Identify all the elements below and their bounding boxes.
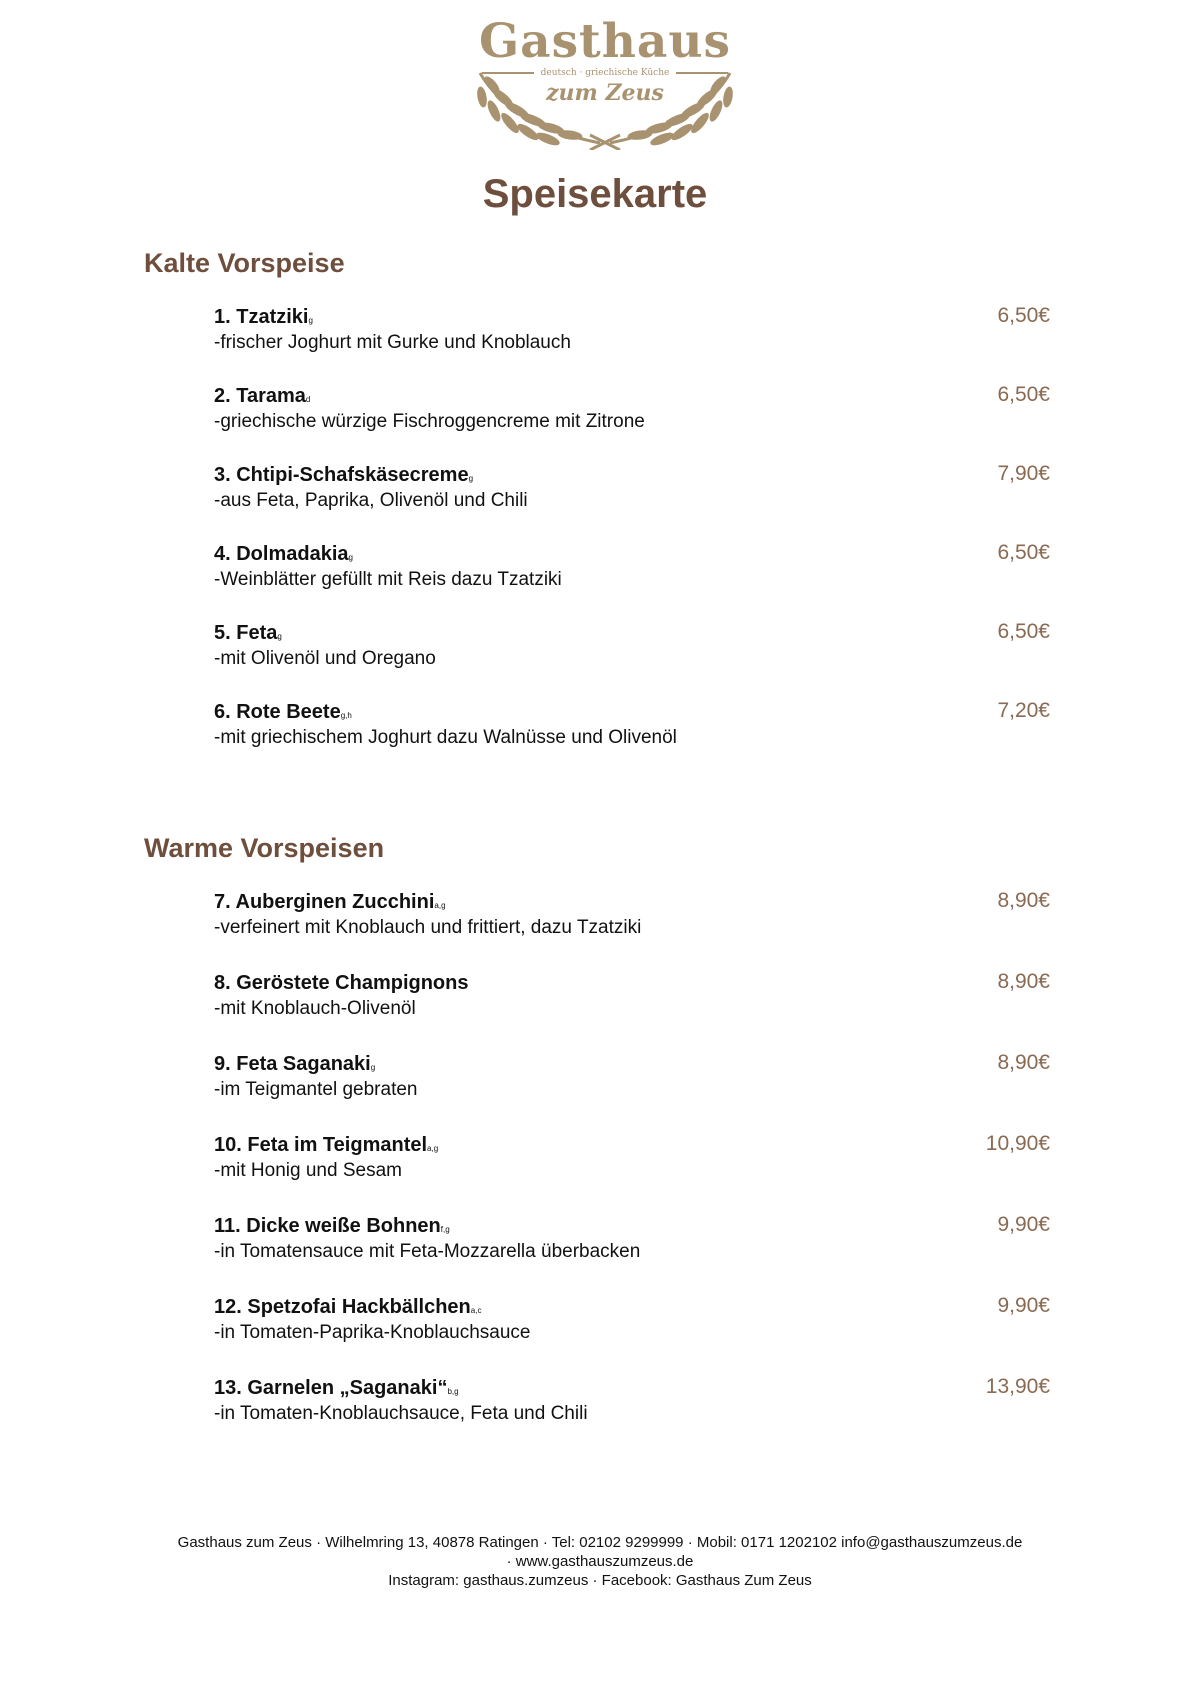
menu-item-title: 12. Spetzofai Hackbällchen (214, 1296, 471, 1318)
menu-item-allergens: g,h (340, 711, 352, 720)
menu-item (214, 1377, 1050, 1437)
menu-item-description: -in Tomaten-Paprika-Knoblauchsauce (214, 1322, 531, 1343)
menu-item-name (214, 622, 282, 645)
menu-item-name (214, 1377, 459, 1400)
menu-item (214, 972, 1050, 1032)
menu-item-name (214, 1215, 450, 1238)
menu-item-name (214, 972, 469, 995)
logo (470, 10, 740, 145)
menu-item-price: 13,90€ (985, 1375, 1050, 1398)
menu-item (214, 1134, 1050, 1194)
menu-item-price: 10,90€ (985, 1132, 1050, 1155)
menu-item-description: -mit Knoblauch-Olivenöl (214, 998, 416, 1019)
section-warme-vorspeisen (144, 833, 1064, 1424)
menu-item-price: 7,20€ (997, 699, 1050, 722)
menu-item-description: -aus Feta, Paprika, Olivenöl und Chili (214, 490, 528, 511)
menu-item-price: 8,90€ (997, 889, 1050, 912)
menu-item-description: -mit Olivenöl und Oregano (214, 648, 436, 669)
menu-item (214, 1053, 1050, 1113)
menu-item-name (214, 1053, 375, 1076)
menu-item-allergens: a,g (434, 901, 446, 910)
menu-item (214, 464, 1050, 524)
menu-item-description: -Weinblätter gefüllt mit Reis dazu Tzatziki (214, 569, 562, 590)
menu-item-allergens: d (305, 395, 311, 404)
menu-item-title: 8. Geröstete Champignons (214, 972, 469, 994)
menu-item-name (214, 1296, 481, 1319)
menu-item-allergens: b,g (447, 1387, 459, 1396)
footer-website: · www.gasthauszumzeus.de (506, 1553, 694, 1570)
section-title: Kalte Vorspeise (144, 248, 345, 278)
menu-item (214, 701, 1050, 761)
section-kalte-vorspeise (144, 248, 1064, 748)
menu-item-title: 4. Dolmadakia (214, 543, 349, 565)
menu-item-description: -frischer Joghurt mit Gurke und Knoblauch (214, 332, 571, 353)
menu-item-price: 6,50€ (997, 383, 1050, 406)
logo-subname: zum Zeus (546, 80, 664, 106)
menu-item (214, 1296, 1050, 1356)
menu-item-title: 13. Garnelen „Saganaki“ (214, 1377, 448, 1399)
menu-item-title: 5. Feta (214, 622, 278, 644)
menu-item-allergens: g (348, 553, 353, 562)
menu-item (214, 622, 1050, 682)
footer-social: Instagram: gasthaus.zumzeus · Facebook: Gasthaus Zum Zeus (388, 1572, 812, 1589)
menu-item-title: 6. Rote Beete (214, 701, 341, 723)
menu-item (214, 1215, 1050, 1275)
menu-item-name (214, 891, 446, 914)
menu-item-allergens: g (277, 632, 282, 641)
logo-name: Gasthaus (478, 14, 732, 69)
menu-item-name (214, 543, 353, 566)
menu-item-name (214, 464, 473, 487)
menu-item-price: 8,90€ (997, 1051, 1050, 1074)
menu-item (214, 385, 1050, 445)
menu-item-price: 6,50€ (997, 304, 1050, 327)
menu-item-description: -mit griechischem Joghurt dazu Walnüsse und Olivenöl (214, 727, 677, 748)
footer (140, 1533, 1060, 1590)
menu-item-name (214, 306, 313, 329)
menu-item-description: -in Tomatensauce mit Feta-Mozzarella überbacken (214, 1241, 641, 1262)
menu-item-name (214, 1134, 438, 1157)
menu-item-description: -in Tomaten-Knoblauchsauce, Feta und Chili (214, 1403, 588, 1424)
page-title: Speisekarte (482, 172, 708, 216)
menu-item-description: -verfeinert mit Knoblauch und frittiert, dazu Tzatziki (214, 917, 642, 938)
menu-item-allergens: g (370, 1063, 376, 1072)
menu-item-price: 9,90€ (997, 1294, 1050, 1317)
menu-item-title: 7. Auberginen Zucchini (214, 891, 435, 913)
menu-item-title: 11. Dicke weiße Bohnen (214, 1215, 441, 1237)
menu-item-title: 1. Tzatziki (214, 306, 309, 328)
menu-item-title: 9. Feta Saganaki (214, 1053, 371, 1075)
menu-item-name (214, 701, 352, 724)
menu-item-allergens: g (308, 316, 313, 325)
section-title: Warme Vorspeisen (144, 833, 385, 863)
menu-item-allergens: a,c (470, 1306, 482, 1315)
menu-item (214, 306, 1050, 366)
menu-item-price: 9,90€ (997, 1213, 1050, 1236)
menu-item-description: -im Teigmantel gebraten (214, 1079, 418, 1100)
menu-item-price: 6,50€ (997, 620, 1050, 643)
menu-item-description: -griechische würzige Fischroggencreme mit Zitrone (214, 411, 645, 432)
logo-tagline: deutsch · griechische Küche (540, 68, 670, 78)
menu-item-description: -mit Honig und Sesam (214, 1160, 402, 1181)
menu-item-price: 7,90€ (997, 462, 1050, 485)
laurel-wreath-icon (470, 65, 740, 150)
menu-item-title: 2. Tarama (214, 385, 306, 407)
menu-item-title: 10. Feta im Teigmantel (214, 1134, 428, 1156)
footer-contact: Gasthaus zum Zeus · Wilhelmring 13, 40878 Ratingen · Tel: 02102 9299999 · Mobil: 0171 1202102 info@gasthauszumzeus.de (177, 1534, 1023, 1551)
menu-item-name (214, 385, 310, 408)
menu-item (214, 891, 1050, 951)
menu-item-price: 8,90€ (997, 970, 1050, 993)
menu-item-allergens: g (468, 474, 474, 483)
menu-item-allergens: f,g (440, 1225, 450, 1234)
menu-item-allergens: a,g (427, 1144, 439, 1153)
menu-item (214, 543, 1050, 603)
menu-item-price: 6,50€ (997, 541, 1050, 564)
menu-item-title: 3. Chtipi-Schafskäsecreme (214, 464, 469, 486)
